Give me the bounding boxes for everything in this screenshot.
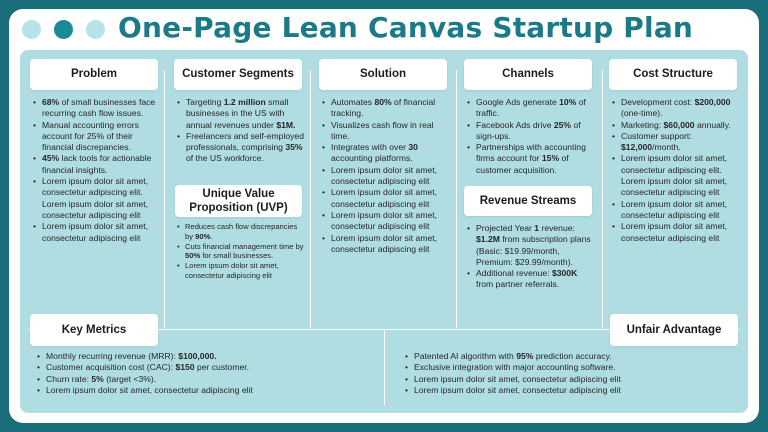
text-run: Partnerships with accounting firms account for <box>476 142 586 164</box>
bold-text: $1.2M <box>476 234 500 245</box>
bold-text: $60,000 <box>663 119 695 130</box>
text-run: Customer support: <box>621 130 692 141</box>
uvp-heading: Unique Value Proposition (UVP) <box>175 185 302 217</box>
bullet-item <box>37 374 377 385</box>
text-run: per customer. <box>194 362 250 373</box>
bullet-item <box>322 120 450 143</box>
bold-text: 68% <box>42 97 60 107</box>
unfair-advantage-heading: Unfair Advantage <box>610 314 738 346</box>
bullet-item <box>177 131 304 165</box>
decor-dot-2 <box>54 20 73 39</box>
text-run: Google Ads generate <box>476 97 560 107</box>
text-run: Lorem ipsum dolor sit amet, consectetur adipiscing elit <box>331 164 438 187</box>
text-run: Automates <box>331 97 375 107</box>
divider-line <box>456 70 457 328</box>
bullet-item <box>612 131 740 154</box>
text-run: Lorem ipsum dolor sit amet, consectetur adipiscing elit <box>414 384 621 395</box>
divider-line <box>310 70 311 328</box>
canvas-panel <box>20 50 748 413</box>
divider-line <box>602 70 603 328</box>
text-run: Monthly recurring revenue (MRR): <box>46 351 179 361</box>
text-run: of customer acquisition. <box>476 153 569 175</box>
text-run: (one-time). <box>621 108 663 119</box>
key-metrics-list <box>37 351 377 396</box>
text-run: Projected Year <box>476 223 535 233</box>
text-run: Freelancers and self-employed professionals, comprising <box>186 130 304 153</box>
solution-heading: Solution <box>319 59 447 90</box>
bullet-item <box>37 351 377 362</box>
bullet-item <box>467 120 594 143</box>
text-run: Lorem ipsum dolor sit amet, consectetur adipiscing elit. Lorem ipsum dolor sit amet, consectetur adipiscing elit <box>42 176 149 220</box>
text-run: Lorem ipsum dolor sit amet, consectetur adipiscing elit <box>414 373 621 384</box>
bullet-item <box>405 351 735 362</box>
bold-text: 80% <box>374 97 392 107</box>
bullet-item <box>177 222 305 242</box>
text-run: lack tools for actionable financial insights. <box>42 153 152 175</box>
channels-heading: Channels <box>464 59 592 90</box>
bold-text: 10% <box>559 97 577 107</box>
bold-text: 90% <box>195 231 211 241</box>
bullet-item <box>322 142 450 165</box>
decor-dot-1 <box>22 20 41 39</box>
bullet-item <box>467 97 594 120</box>
text-run: Targeting <box>186 97 224 107</box>
text-run: Churn rate: <box>46 373 92 384</box>
problem-list <box>33 97 159 244</box>
bullet-item <box>33 176 159 221</box>
cost-structure-list <box>612 97 740 244</box>
decor-dot-3 <box>86 20 105 39</box>
bullet-item <box>467 268 595 291</box>
bullet-item <box>33 120 159 154</box>
text-run: Lorem ipsum dolor sit amet, consectetur adipiscing elit. Lorem ipsum dolor sit amet, consectetur adipiscing elit <box>621 153 728 198</box>
text-run: for small businesses. <box>200 251 274 261</box>
divider-line <box>164 70 165 328</box>
bullet-item <box>177 242 305 262</box>
customer-segments-heading: Customer Segments <box>174 59 302 90</box>
bold-text: 25% <box>553 119 572 130</box>
text-run: Exclusive integration with major accounting software. <box>414 362 616 373</box>
text-run: Lorem ipsum dolor sit amet, consectetur adipiscing elit <box>331 187 438 209</box>
bold-text: $150 <box>175 362 195 373</box>
text-run: Manual accounting errors account for 25% of their financial discrepancies. <box>42 119 139 153</box>
bullet-item <box>612 221 740 244</box>
bullet-item <box>37 385 377 396</box>
text-run: Additional revenue: <box>476 268 552 279</box>
bold-text: $12,000 <box>621 142 653 153</box>
bullet-item <box>33 221 159 244</box>
bullet-item <box>612 97 740 120</box>
text-run: of sign-ups. <box>476 119 581 141</box>
bullet-item <box>612 199 740 222</box>
text-run: annually. <box>694 119 731 130</box>
text-run: Customer acquisition cost (CAC): <box>46 362 176 373</box>
key-metrics-heading: Key Metrics <box>30 314 158 346</box>
text-run: Lorem ipsum dolor sit amet, consectetur adipiscing elit <box>331 232 438 254</box>
bullet-item <box>405 374 735 385</box>
bullet-item <box>322 187 450 210</box>
text-run: Lorem ipsum dolor sit amet, consectetur adipiscing elit <box>331 209 438 232</box>
bullet-item <box>467 223 595 268</box>
bold-text: 35% <box>285 142 303 153</box>
bullet-item <box>177 261 305 281</box>
text-run: of the US workforce. <box>186 153 264 164</box>
text-run: Integrates with over <box>331 142 409 153</box>
bullet-item <box>322 233 450 256</box>
bold-text: 95% <box>516 351 534 361</box>
text-run: revenue: <box>539 223 575 233</box>
text-run: (target <3%). <box>103 373 157 384</box>
uvp-list <box>177 222 305 281</box>
bullet-item <box>405 362 735 373</box>
revenue-streams-list <box>467 223 595 291</box>
bold-text: $100,000. <box>178 351 217 361</box>
text-run: Marketing: <box>621 119 664 130</box>
text-run: of financial tracking. <box>331 97 436 119</box>
bullet-item <box>405 385 735 396</box>
bullet-item <box>177 97 304 131</box>
bold-text: 30 <box>408 142 418 153</box>
page-title: One-Page Lean Canvas Startup Plan <box>118 11 694 44</box>
bold-text: $300K <box>551 268 578 279</box>
text-run: Lorem ipsum dolor sit amet, consectetur adipiscing elit <box>621 221 728 243</box>
solution-list <box>322 97 450 255</box>
channels-list <box>467 97 594 176</box>
text-run: from partner referrals. <box>476 279 560 290</box>
text-run: from subscription plans (Basic: $19.99/month, Premium: $29.99/month). <box>476 234 591 267</box>
bold-text: 50% <box>185 251 201 261</box>
text-run: Visualizes cash flow in real time. <box>331 119 434 141</box>
text-run: Lorem ipsum dolor sit amet, consectetur adipiscing elit <box>185 261 279 280</box>
bullet-item <box>322 97 450 120</box>
bold-text: $1M. <box>276 119 296 130</box>
bullet-item <box>322 210 450 233</box>
revenue-streams-heading: Revenue Streams <box>464 186 592 216</box>
text-run: Development cost: <box>621 97 695 107</box>
divider-line <box>384 330 385 405</box>
text-run: Reduces cash flow discrepancies by <box>185 222 298 241</box>
text-run: small businesses in the US with annual revenues under <box>186 97 289 130</box>
text-run: Cuts financial management time by <box>185 241 304 251</box>
bullet-item <box>612 153 740 198</box>
customer-segments-list <box>177 97 304 165</box>
bullet-item <box>33 153 159 176</box>
text-run: of traffic. <box>476 97 586 119</box>
bullet-item <box>37 362 377 373</box>
text-run: accounting platforms. <box>331 153 413 164</box>
bold-text: 1.2 million <box>223 97 266 107</box>
text-run: /month. <box>652 142 681 153</box>
bold-text: 15% <box>541 153 560 164</box>
text-run: Patented AI algorithm with <box>414 351 517 361</box>
problem-heading: Problem <box>30 59 158 90</box>
bullet-item <box>33 97 159 120</box>
bold-text: $200,000 <box>694 97 731 107</box>
bullet-item <box>612 120 740 131</box>
text-run: Facebook Ads drive <box>476 119 554 130</box>
bullet-item <box>467 142 594 176</box>
bold-text: 5% <box>91 373 104 384</box>
unfair-advantage-list <box>405 351 735 396</box>
text-run: . <box>210 231 213 241</box>
text-run: Lorem ipsum dolor sit amet, consectetur adipiscing elit <box>42 221 149 243</box>
cost-structure-heading: Cost Structure <box>609 59 737 90</box>
text-run: prediction accuracy. <box>533 351 612 361</box>
text-run: Lorem ipsum dolor sit amet, consectetur adipiscing elit <box>621 198 728 220</box>
bullet-item <box>322 165 450 188</box>
bold-text: 45% <box>42 153 60 164</box>
text-run: of small businesses face recurring cash flow issues. <box>42 97 156 119</box>
bold-text: 1 <box>534 223 540 233</box>
text-run: Lorem ipsum dolor sit amet, consectetur adipiscing elit <box>46 384 253 395</box>
